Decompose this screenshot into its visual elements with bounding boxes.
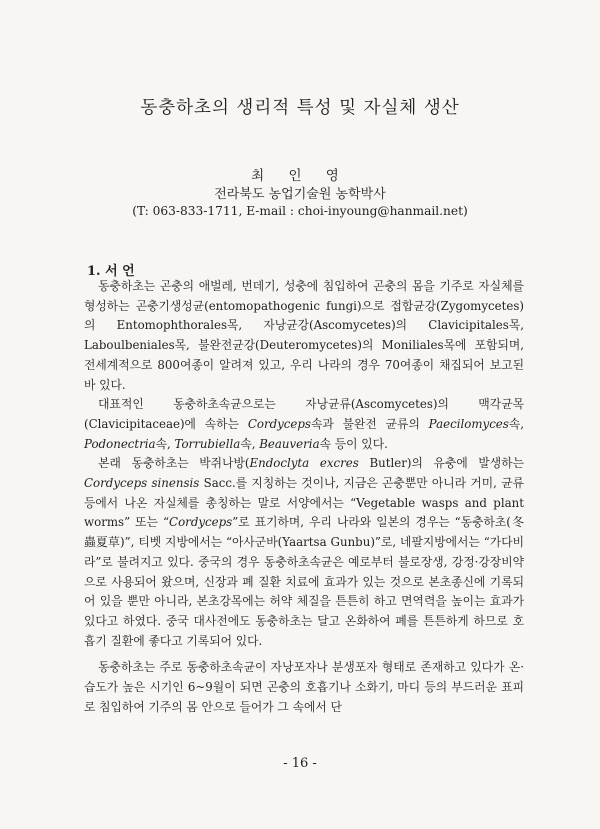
author-name: 최 인 영 [251,168,349,184]
paragraph-3: 본래 동충하초는 박쥐나방(Endoclyta excres Butler)의 유충에 발생하는 Cordyceps sinensis Sacc.를 지칭하는 것이나, 지금은 곤충뿐만 아니라 거미, 균류 등에서 나온 자실체를 총칭하는 말로 서양에서는 “Vegetable wasps and plant worms” 또는 “Cordyceps”로 표기하며, 우리 나라와 일본의 경우는 “동충하초(冬蟲夏草)”, 티벳 지방에서는 “아사군바(Yaartsa Gunbu)”로, 네팔지방에서는 “가다비라”로 불려지고 있다. 중국의 경우 동충하초속균은 예로부터 불로장생, 강정·강장비약으로 사용되어 왔으며, 신장과 폐 질환 치료에 효과가 있는 것으로 본초종신에 기록되어 있을 뿐만 아니라, 본초강목에는 허약 체질을 튼튼히 하고 면역력을 높이는 효과가 있다고 하였다. 중국 대사전에도 동충하초는 달고 온화하여 폐를 튼튼하게 하므로 호흡기 질환에 좋다고 기록되어 있다. [84,456,524,648]
body-text [84,277,524,717]
paragraph-1: 동충하초는 곤충의 애벌레, 번데기, 성충에 침입하여 곤충의 몸을 기주로 자실체를 형성하는 곤충기생성균(entomopathogenic fungi)으로 접합균강(Zygomycetes)의 Entomophthorales목, 자낭균강(Ascomycetes)의 Clavicipitales목, Laboulbeniales목, 불완전균강(Deuteromycetes)의 Moniliales목에 포함되며, 전세계적으로 800여종이 알려져 있고, 우리 나라의 경우 70여종이 채집되어 보고된 바 있다. [84,279,524,392]
section-heading: 1. 서 언 [87,264,135,279]
paper-title: 동충하초의 생리적 특성 및 자실체 생산 [140,98,460,118]
author-affiliation: 전라북도 농업기술원 농학박사 [214,187,386,202]
paragraph-4: 동충하초는 주로 동충하초속균이 자낭포자나 분생포자 형태로 존재하고 있다가 온·습도가 높은 시기인 6~9월이 되면 곤충의 호흡기나 소화기, 마디 등의 부드러운 표피로 침입하여 기주의 몸 안으로 들어가 그 속에서 단 [84,660,524,714]
paragraph-2: 대표적인 동충하초속균으로는 자낭균류(Ascomycetes)의 맥각균목(Clavicipitaceae)에 속하는 Cordyceps속과 불완전 균류의 Paecilomyces속, Podonectria속, Torrubiella속, Beauveria속 등이 있다. [84,397,524,451]
page-number: - 16 - [283,756,317,771]
author-contact: (T: 063-833-1711, E-mail : choi-inyoung@hanmail.net) [132,204,468,218]
